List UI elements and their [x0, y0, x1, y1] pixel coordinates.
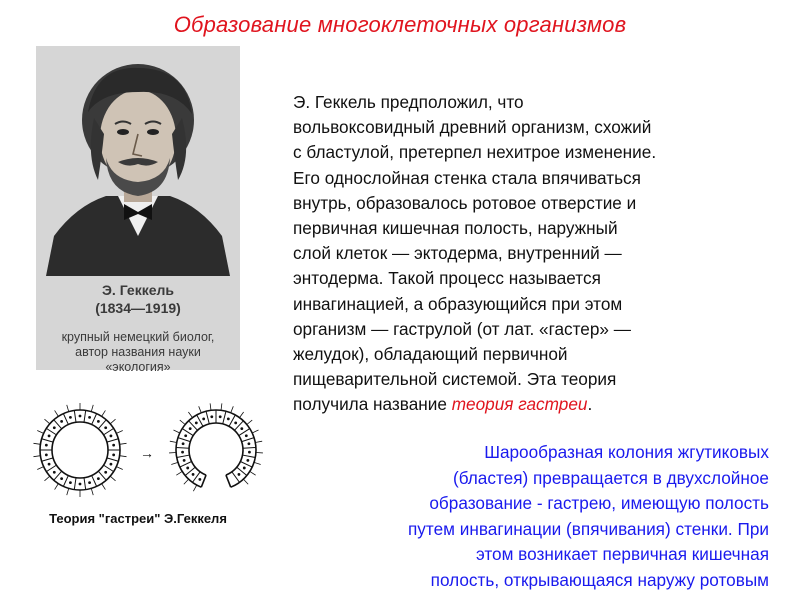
portrait-description-line: «экология» — [105, 360, 171, 374]
main-paragraph — [293, 90, 783, 418]
paragraph-line: организм — гаструлой (от лат. «гастер» — — [293, 318, 631, 339]
summary-line: Шарообразная колония жгутиковых — [484, 442, 769, 462]
paragraph-line: вольвоксовидный древний организм, схожий — [293, 117, 652, 138]
paragraph-line: первичная кишечная полость, наружный — [293, 218, 618, 239]
portrait-description-line: автор названия науки — [75, 345, 201, 359]
summary-line: (бластея) превращается в двухслойное — [452, 467, 769, 488]
summary-line: путем инвагинации (впячивания) стенки. При — [408, 518, 769, 539]
portrait-description-line: крупный немецкий биолог, — [61, 330, 215, 344]
paragraph-line: Э. Геккель предположил, что — [293, 92, 524, 112]
portrait-image — [36, 46, 240, 276]
paragraph-line: с бластулой, претерпел нехитрое изменение. — [293, 142, 657, 163]
slide-title: Образование многоклеточных организмов — [173, 12, 627, 37]
diagram-arrow: → — [140, 445, 154, 461]
paragraph-line: внутрь, образовалось ротовое отверстие и — [293, 192, 637, 213]
paragraph-last-line — [293, 392, 783, 417]
portrait-name: Э. Геккель — [101, 282, 175, 298]
blastula-figure — [33, 403, 126, 497]
gastrula-figure — [169, 403, 263, 491]
diagram-caption: Теория "гастреи" Э.Геккеля — [49, 511, 227, 526]
summary-line: полость, открывающаяся наружу ротовым — [430, 569, 769, 590]
paragraph-line: инвагинацией, а образующийся при этом — [293, 293, 623, 314]
paragraph-line: энтодерма. Такой процесс называется — [293, 268, 601, 289]
blue-summary — [284, 440, 769, 593]
gastraea-diagram — [18, 396, 280, 508]
summary-line: этом возникает первичная кишечная — [475, 544, 769, 564]
paragraph-line: слой клеток — эктодерма, внутренний — — [293, 243, 622, 264]
gastraea-theory-highlight: теория гастреи — [451, 394, 588, 415]
paragraph-line: пищеварительной системой. Эта теория — [293, 369, 617, 390]
paragraph-line: желудок), обладающий первичной — [293, 344, 568, 365]
last-line-prefix: получила название — [293, 394, 452, 415]
paragraph-line: Его однослойная стенка стала впячиваться — [293, 167, 641, 188]
last-line-suffix: . — [587, 394, 593, 415]
portrait-card — [36, 46, 240, 374]
portrait-years: (1834—1919) — [95, 300, 181, 316]
summary-line: образование - гастрею, имеющую полость — [429, 493, 769, 513]
